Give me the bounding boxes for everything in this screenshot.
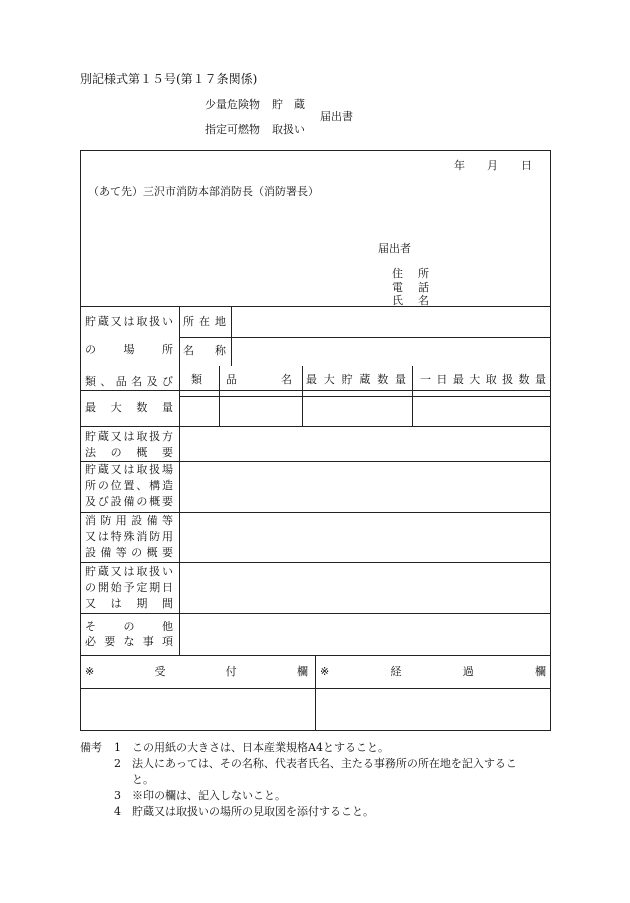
other-label-line-2: 必 要 な 事 項 <box>85 635 173 648</box>
location-label: 所 在 地 <box>183 315 226 328</box>
phone-label: 電 話 <box>392 281 429 294</box>
col-max-storage-header: 最 大 貯 蔵 数 量 <box>306 373 406 386</box>
form-number: 別記様式第１５号(第１７条関係) <box>80 72 258 86</box>
addressee: （あて先）三沢市消防本部消防長（消防署長） <box>88 185 319 198</box>
method-label-line-1: 貯 蔵 又 は 取 扱 方 <box>85 430 173 443</box>
title-storage: 貯 蔵 <box>272 98 305 111</box>
remark-item: 2 法人にあっては、その名称、代表者氏名、主たる事務所の所在地を記入するこ <box>114 757 517 770</box>
remarks-heading: 備考 <box>80 741 102 754</box>
col-type-header: 類 <box>191 373 202 386</box>
fire-equipment-label-line-1: 消 防 用 設 備 等 <box>85 514 173 527</box>
facility-label-line-3: 及 び 設 備 の 概 要 <box>85 495 173 508</box>
place-label-line-2: の 場 所 <box>85 343 173 356</box>
name-label: 氏 名 <box>392 294 429 307</box>
title-line-2 <box>205 121 305 137</box>
title-hazmat: 少量危険物 <box>205 98 260 111</box>
method-label-line-2: 法 の 概 要 <box>85 446 173 459</box>
remarks <box>80 740 551 820</box>
period-label-line-2: の 開 始 予 定 期 日 <box>85 581 173 594</box>
col-item-header: 品 名 <box>226 373 292 386</box>
reception-column-header: ※ 受 付 欄 <box>85 665 308 678</box>
fire-equipment-label-line-2: 又 は 特 殊 消 防 用 <box>85 530 173 543</box>
other-label-line-1: そ の 他 <box>85 620 173 633</box>
progress-column-header: ※ 経 過 欄 <box>320 665 546 678</box>
col-daily-max-header: 一 日 最 大 取 扱 数 量 <box>420 373 546 386</box>
fire-equipment-label-line-3: 設 備 等 の 概 要 <box>85 546 173 559</box>
notifier-label: 届出者 <box>378 242 411 255</box>
remark-item: 備考 1 この用紙の大きさは、日本産業規格A4とすること。 <box>80 741 389 754</box>
title-suffix: 届出書 <box>320 110 353 123</box>
period-label-line-3: 又 は 期 間 <box>85 597 173 610</box>
remark-item: 4 貯蔵又は取扱いの場所の見取図を添付すること。 <box>114 805 374 818</box>
facility-label-line-2: 所 の 位 置 、 構 造 <box>85 479 173 492</box>
address-label: 住 所 <box>392 267 429 280</box>
place-label-line-1: 貯 蔵 又 は 取 扱 い <box>85 315 173 328</box>
date-month: 月 <box>487 159 498 172</box>
facility-label-line-1: 貯 蔵 又 は 取 扱 場 <box>85 463 173 476</box>
remark-item-continuation: と。 <box>132 773 154 786</box>
title-handling: 取扱い <box>272 123 305 136</box>
date-year: 年 <box>454 159 465 172</box>
title-combustible: 指定可燃物 <box>205 123 260 136</box>
facility-name-label: 名 称 <box>183 344 226 357</box>
title-line-1 <box>205 96 305 112</box>
date-day: 日 <box>521 159 532 172</box>
period-label-line-1: 貯 蔵 又 は 取 扱 い <box>85 565 173 578</box>
remark-item: 3 ※印の欄は、記入しないこと。 <box>114 789 286 802</box>
quantity-label-line-1: 類 、 品 名 及 び <box>85 375 173 388</box>
quantity-label-line-2: 最 大 数 量 <box>85 401 173 414</box>
